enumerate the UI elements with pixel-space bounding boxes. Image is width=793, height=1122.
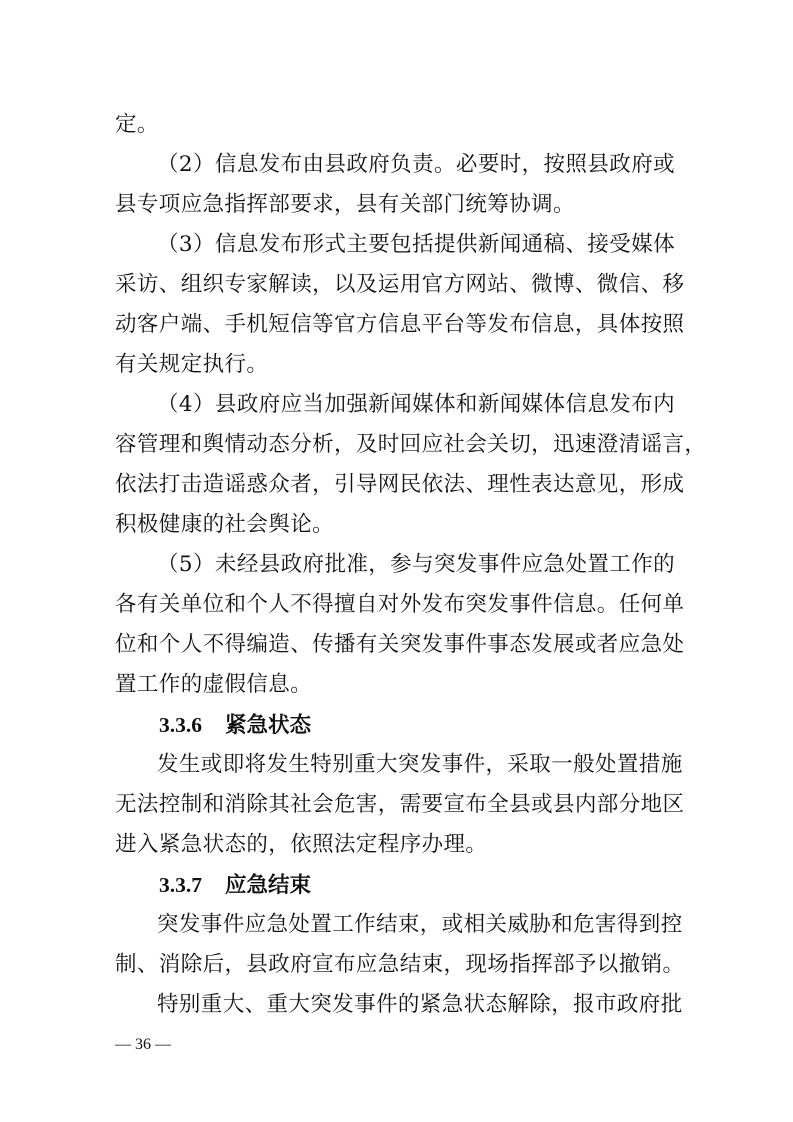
section-title: 紧急状态 [225, 713, 312, 738]
section-heading-3-3-7 [159, 865, 311, 905]
paragraph-line: 位和个人不得编造、传播有关突发事件事态发展或者应急处 [115, 632, 685, 657]
section-title: 应急结束 [225, 873, 312, 898]
paragraph-line: 积极健康的社会舆论。 [115, 512, 335, 537]
paragraph-line: 容管理和舆情动态分析，及时回应社会关切，迅速澄清谣言， [115, 432, 707, 457]
paragraph-line: （4）县政府应当加强新闻媒体和新闻媒体信息发布内 [157, 392, 675, 417]
paragraph-line: 动客户端、手机短信等官方信息平台等发布信息，具体按照 [115, 312, 685, 337]
paragraph-line: （5）未经县政府批准，参与突发事件应急处置工作的 [157, 552, 675, 577]
paragraph-line: 各有关单位和个人不得擅自对外发布突发事件信息。任何单 [115, 592, 685, 617]
paragraph-line: 发生或即将发生特别重大突发事件，采取一般处置措施 [157, 752, 683, 777]
paragraph-line: 采访、组织专家解读，以及运用官方网站、微博、微信、移 [115, 272, 685, 297]
page-number: — 36 — [115, 1036, 171, 1053]
paragraph-line: 突发事件应急处置工作结束，或相关威胁和危害得到控 [157, 912, 683, 937]
paragraph-line: 进入紧急状态的，依照法定程序办理。 [115, 832, 488, 857]
paragraph-line: 县专项应急指挥部要求，县有关部门统筹协调。 [115, 192, 575, 217]
section-number: 3.3.7 [159, 873, 202, 897]
paragraph-line: 有关规定执行。 [115, 352, 269, 377]
paragraph-line: 特别重大、重大突发事件的紧急状态解除，报市政府批 [157, 992, 683, 1017]
paragraph-line: 制、消除后，县政府宣布应急结束，现场指挥部予以撤销。 [115, 952, 685, 977]
paragraph-line: 置工作的虚假信息。 [115, 672, 313, 697]
paragraph-line: （2）信息发布由县政府负责。必要时，按照县政府或 [157, 152, 675, 177]
section-number: 3.3.6 [159, 713, 202, 737]
paragraph-line: 无法控制和消除其社会危害，需要宣布全县或县内部分地区 [115, 792, 685, 817]
paragraph-line: 依法打击造谣惑众者，引导网民依法、理性表达意见，形成 [115, 472, 685, 497]
paragraph-line: 定。 [115, 112, 159, 137]
paragraph-line: （3）信息发布形式主要包括提供新闻通稿、接受媒体 [157, 232, 675, 257]
section-heading-3-3-6 [159, 705, 311, 745]
